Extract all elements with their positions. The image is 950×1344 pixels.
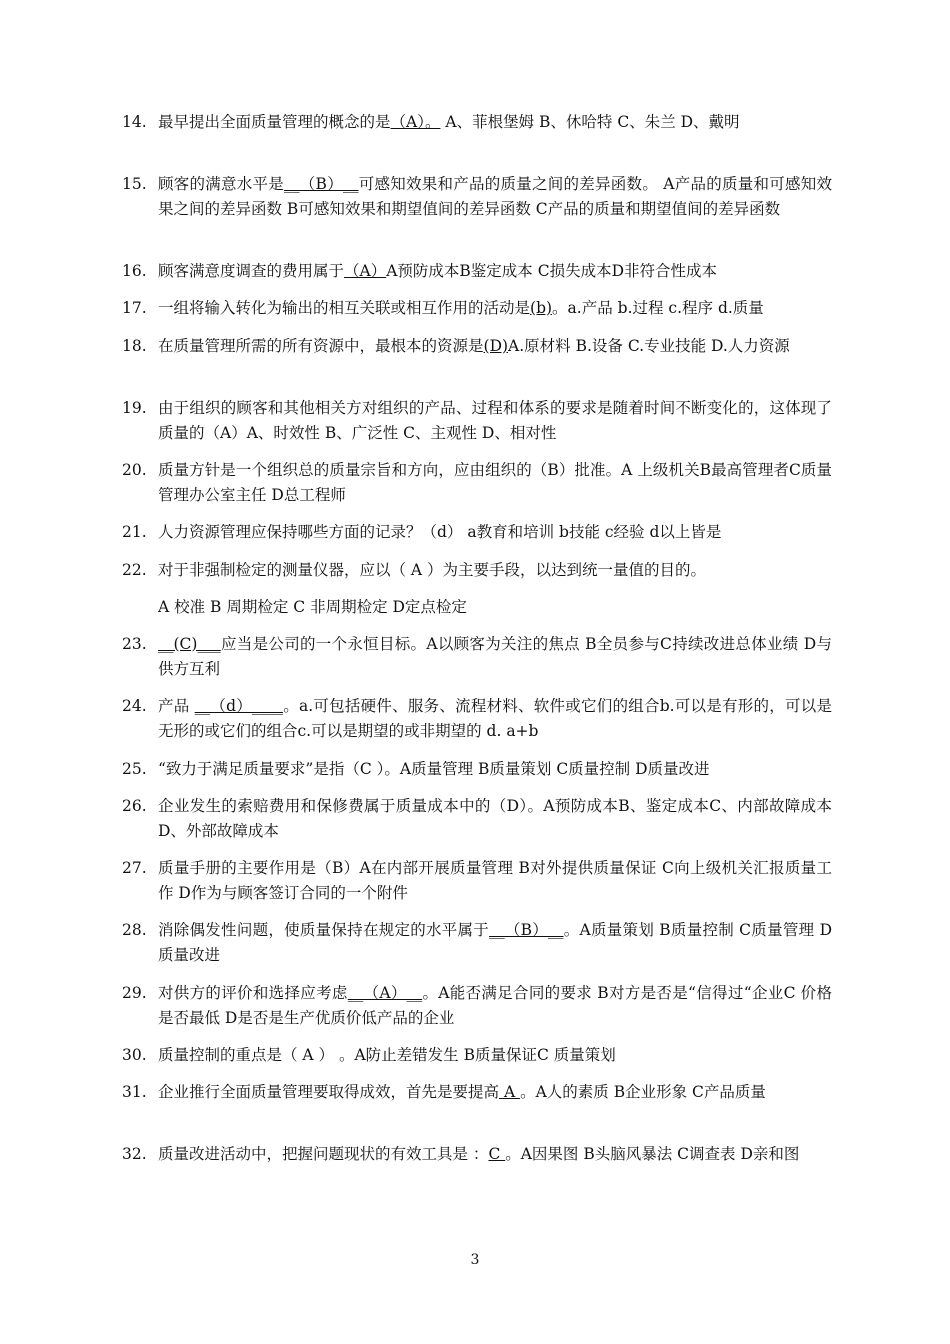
- question-16: [122, 259, 832, 284]
- question-26: [122, 794, 832, 844]
- question-number: 25.: [122, 760, 147, 778]
- answer-blank: __（B）__: [284, 175, 359, 193]
- question-number: 21.: [122, 523, 147, 541]
- question-14: [122, 110, 832, 135]
- question-number: 18.: [122, 337, 147, 355]
- question-text: 消除偶发性问题，使质量保持在规定的水平属于__（B）__。A质量策划 B质量控制 C质量管理 D质量改进: [158, 921, 832, 964]
- question-text: __(C)___应当是公司的一个永恒目标。A以顾客为关注的焦点 B全员参与C持续改进总体业绩 D与供方互利: [158, 635, 832, 678]
- answer-blank: (D): [483, 337, 509, 355]
- question-number: 29.: [122, 984, 147, 1002]
- page-number: 3: [470, 1252, 480, 1268]
- question-19: [122, 396, 832, 446]
- question-text: 人力资源管理应保持哪些方面的记录？（d） a教育和培训 b技能 c经验 d以上皆是: [158, 523, 722, 541]
- question-text: “致力于满足质量要求”是指（C ）。A质量管理 B质量策划 C质量控制 D质量改进: [158, 760, 710, 778]
- answer-blank: __（B）__: [489, 921, 564, 939]
- question-number: 27.: [122, 859, 147, 877]
- question-text: 质量控制的重点是（ A ） 。A防止差错发生 B质量保证C 质量策划: [158, 1046, 616, 1064]
- question-text: 对于非强制检定的测量仪器，应以（ A ）为主要手段，以达到统一量值的目的。: [158, 561, 707, 579]
- question-number: 30.: [122, 1046, 147, 1064]
- question-number: 23.: [122, 635, 147, 653]
- question-text: 质量方针是一个组织总的质量宗旨和方向，应由组织的（B）批准。A 上级机关B最高管理者C质量管理办公室主任 D总工程师: [158, 461, 832, 504]
- question-number: 31.: [122, 1083, 147, 1101]
- question-text: 产品 __（d）____。a.可包括硬件、服务、流程材料、软件或它们的组合b.可以是有形的，可以是无形的或它们的组合c.可以是期望的或非期望的 d. a+b: [158, 697, 832, 740]
- answer-blank: C: [488, 1145, 506, 1163]
- question-text: 企业推行全面质量管理要取得成效，首先是要提高 A 。A人的素质 B企业形象 C产品质量: [158, 1083, 766, 1101]
- answer-blank: (b): [530, 299, 553, 317]
- question-22: [122, 558, 832, 583]
- question-18: [122, 334, 832, 359]
- question-number: 16.: [122, 262, 147, 280]
- question-31: [122, 1080, 832, 1105]
- question-27: [122, 856, 832, 906]
- question-number: 20.: [122, 461, 147, 479]
- question-number: 24.: [122, 697, 147, 715]
- question-text: 顾客满意度调查的费用属于（A）A预防成本B鉴定成本 C损失成本D非符合性成本: [158, 262, 718, 280]
- question-text: 对供方的评价和选择应考虑__（A）__。A能否满足合同的要求 B对方是否是“信得过“企业C 价格是否最低 D是否是生产优质价低产品的企业: [158, 984, 832, 1027]
- question-24: [122, 694, 832, 744]
- question-number: 17.: [122, 299, 147, 317]
- question-30: [122, 1043, 832, 1068]
- answer-blank: （A）。: [390, 113, 441, 131]
- question-text: 企业发生的索赔费用和保修费属于质量成本中的（D）。A预防成本B、鉴定成本C、内部故障成本D、外部故障成本: [158, 797, 832, 840]
- question-text: 质量改进活动中，把握问题现状的有效工具是 ：C 。A因果图 B头脑风暴法 C调查表 D亲和图: [158, 1145, 800, 1163]
- question-15: [122, 172, 832, 222]
- answer-blank: __（d）____: [194, 697, 284, 715]
- question-text: 顾客的满意水平是__（B）__可感知效果和产品的质量之间的差异函数。 A产品的质量和可感知效果之间的差异函数 B可感知效果和期望值间的差异函数 C产品的质量和期望值间的差异函数: [158, 175, 832, 218]
- question-text: 一组将输入转化为输出的相互关联或相互作用的活动是(b)。a.产品 b.过程 c.程序 d.质量: [158, 299, 764, 317]
- question-text: 质量手册的主要作用是（B）A在内部开展质量管理 B对外提供质量保证 C向上级机关汇报质量工作 D作为与顾客签订合同的一个附件: [158, 859, 832, 902]
- answer-blank: A: [499, 1083, 521, 1101]
- question-text: 在质量管理所需的所有资源中，最根本的资源是(D)A.原材料 B.设备 C.专业技能 D.人力资源: [158, 337, 790, 355]
- question-number: 14.: [122, 113, 147, 131]
- answer-blank: （A）: [344, 262, 387, 280]
- question-number: 22.: [122, 561, 147, 579]
- question-17: [122, 296, 832, 321]
- question-29: [122, 981, 832, 1031]
- question-21: [122, 520, 832, 545]
- question-32: [122, 1142, 832, 1167]
- answer-blank: __(C)___: [158, 635, 221, 653]
- question-number: 32.: [122, 1145, 147, 1163]
- question-options: A 校准 B 周期检定 C 非周期检定 D定点检定: [158, 598, 467, 616]
- answer-blank: __（A）__: [347, 984, 423, 1002]
- question-number: 28.: [122, 921, 147, 939]
- question-text: 由于组织的顾客和其他相关方对组织的产品、过程和体系的要求是随着时间不断变化的，这体现了质量的（A）A、时效性 B、广泛性 C、主观性 D、相对性: [158, 399, 832, 442]
- question-25: [122, 757, 832, 782]
- question-23: [122, 632, 832, 682]
- question-text: 最早提出全面质量管理的概念的是（A）。 A、菲根堡姆 B、休哈特 C、朱兰 D、戴明: [158, 113, 740, 131]
- question-20: [122, 458, 832, 508]
- question-number: 26.: [122, 797, 147, 815]
- question-number: 15.: [122, 175, 147, 193]
- question-22-options: [122, 595, 832, 620]
- question-28: [122, 918, 832, 968]
- question-number: 19.: [122, 399, 147, 417]
